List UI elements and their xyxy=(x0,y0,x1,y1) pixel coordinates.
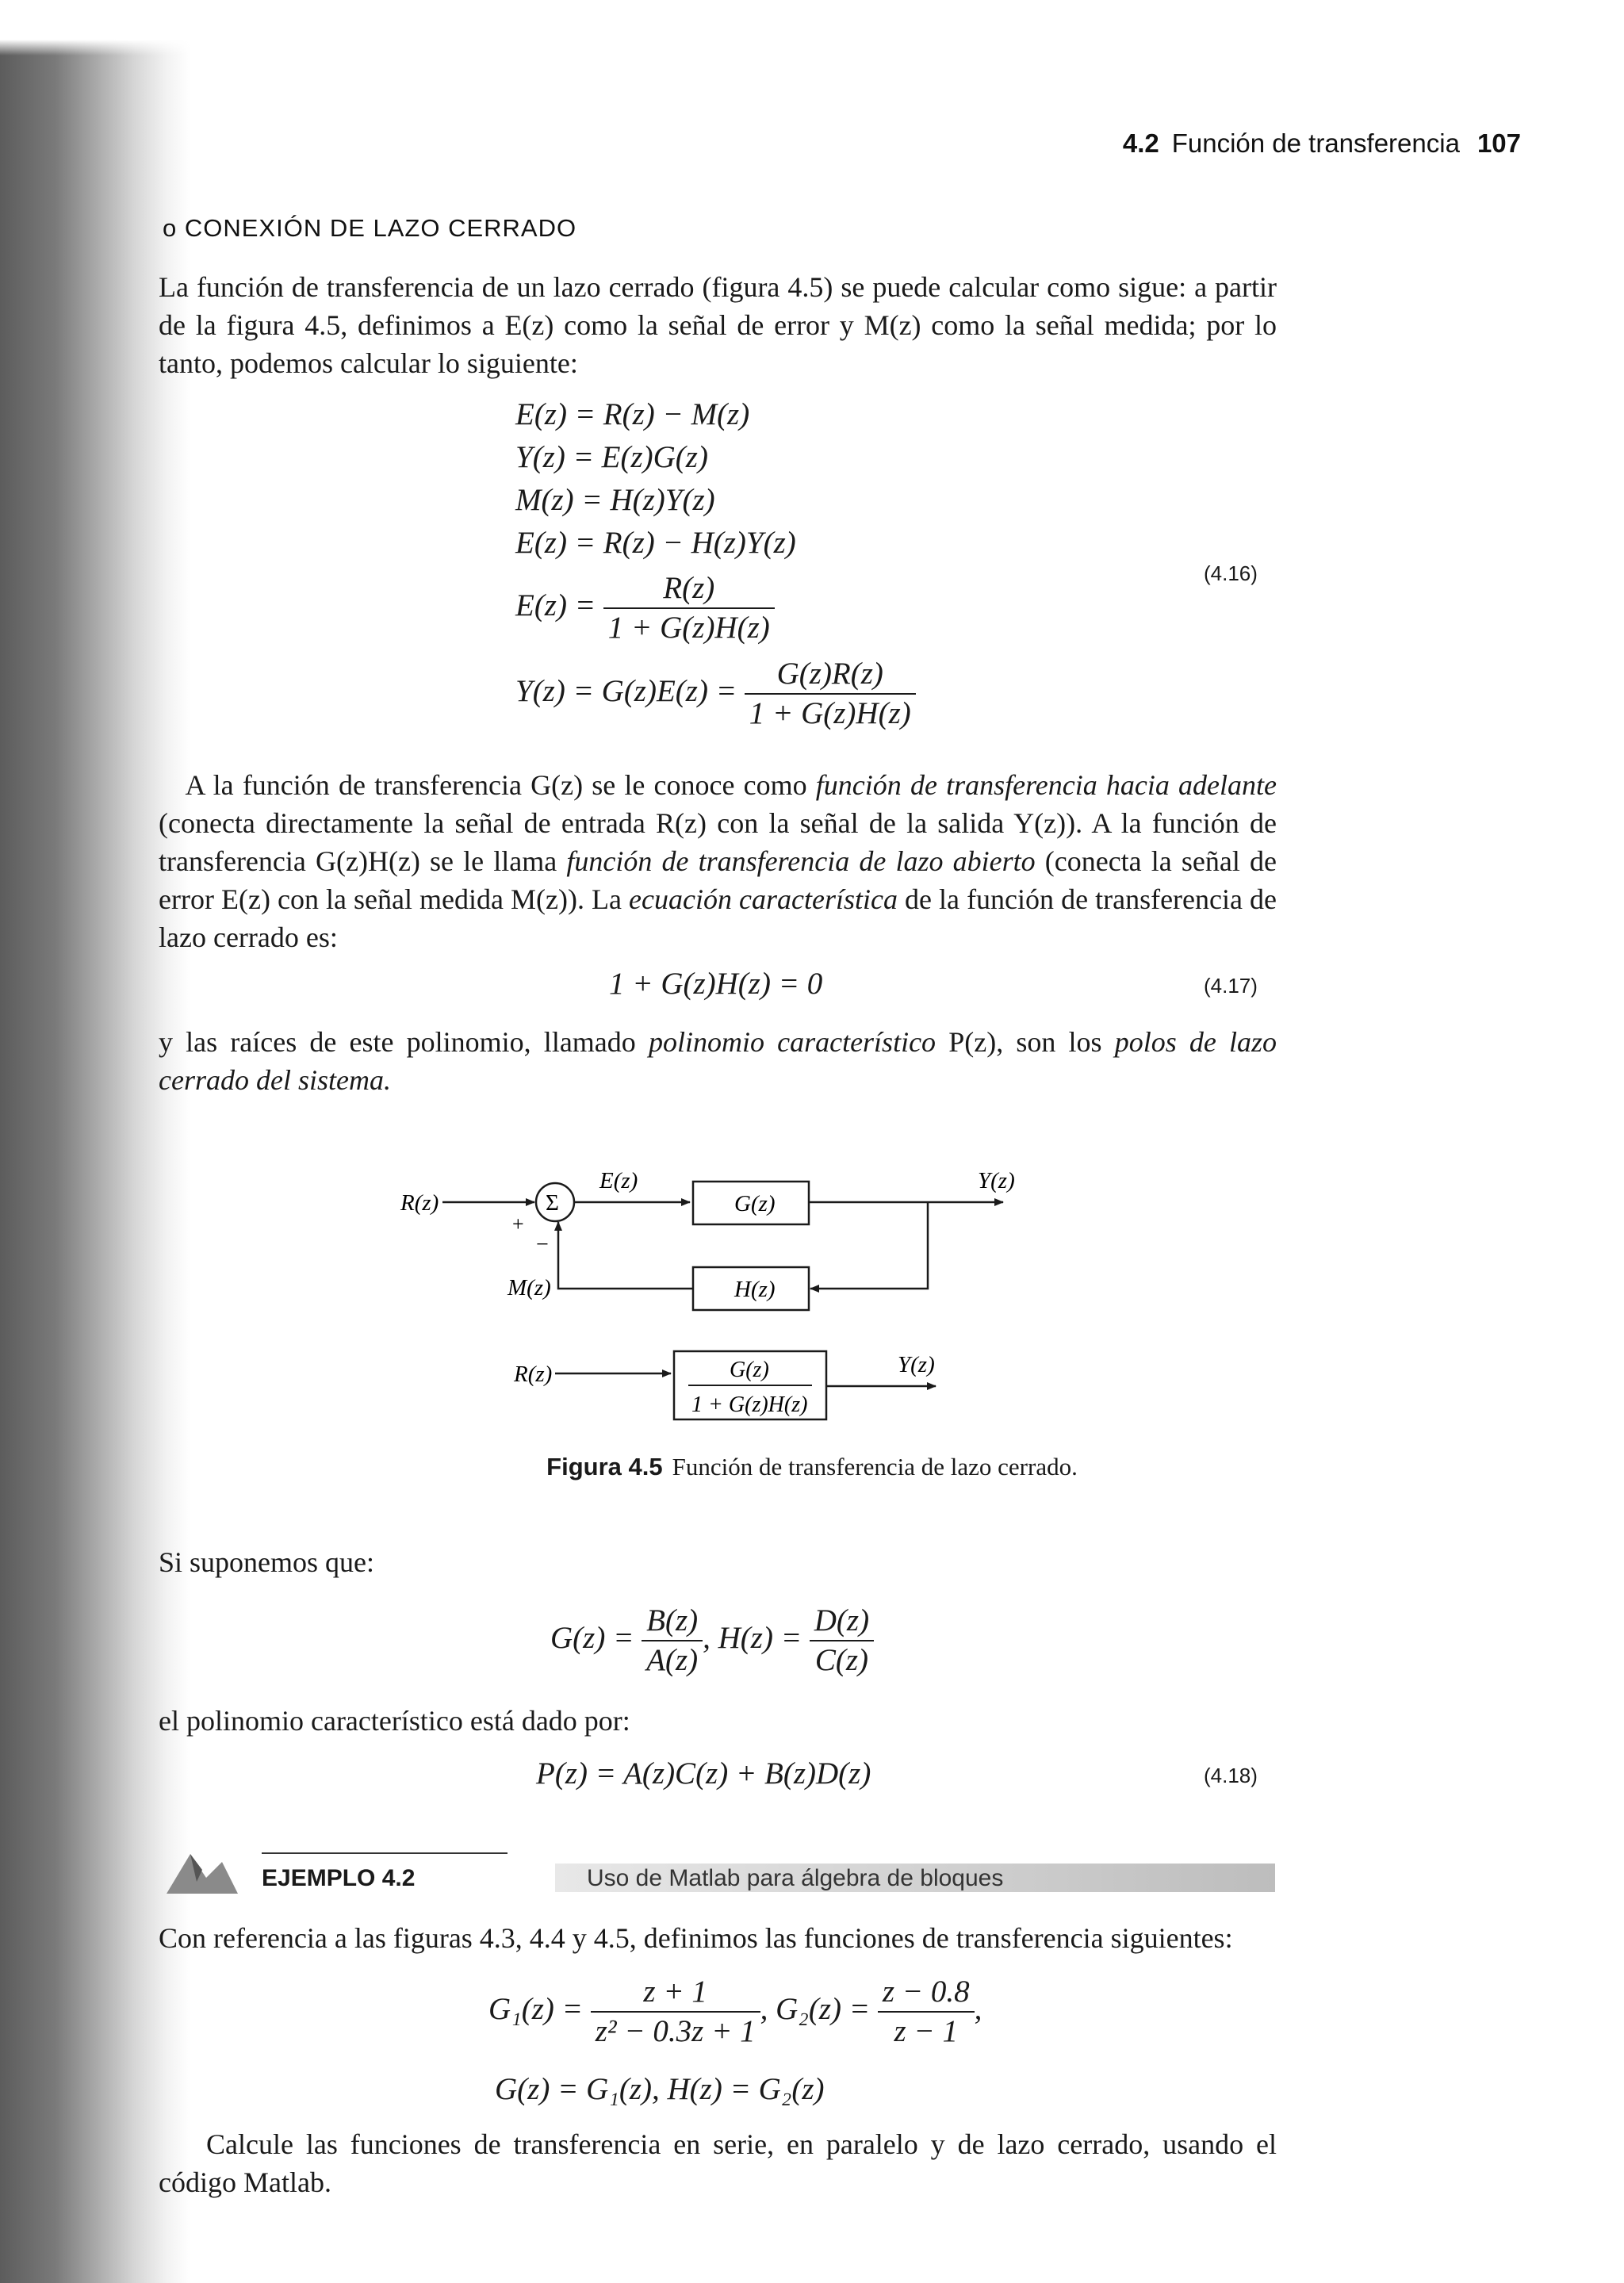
text-run: de la función de transferencia de lazo cerrado es: xyxy=(159,883,1277,953)
header-section-number: 4.2 xyxy=(1122,128,1159,158)
example-title-band xyxy=(555,1864,1275,1892)
fraction-denominator: 1 + G(z)H(z) xyxy=(607,611,770,645)
g-lhs: G(z) = xyxy=(550,1620,634,1655)
eq-g-h-definition xyxy=(550,1602,874,1680)
g2-fraction xyxy=(878,1973,975,2051)
eq-416-line1: E(z) = R(z) − M(z) xyxy=(515,397,750,431)
eq-417-number: (4.17) xyxy=(1204,974,1258,998)
header-title: Función de transferencia xyxy=(1171,128,1460,158)
paragraph-poles xyxy=(159,1023,1277,1099)
fraction-numerator: B(z) xyxy=(642,1602,703,1641)
eq-416-line5-fraction xyxy=(603,569,775,647)
closed-loop-numerator: G(z) xyxy=(730,1358,769,1382)
figure-caption xyxy=(0,1453,1624,1481)
h-fraction xyxy=(810,1602,874,1680)
h-lhs: , H(z) = xyxy=(703,1620,802,1655)
g1-lhs: G₁(z) = xyxy=(488,1991,583,2026)
italic-term: función de transferencia hacia adelante xyxy=(815,769,1277,801)
eq-g-h-assignment: G(z) = G₁(z), H(z) = G₂(z) xyxy=(495,2072,825,2106)
scan-top-margin xyxy=(0,0,222,56)
paragraph-exercise: Calcule las funciones de transferencia en serie, en paralelo y de lazo cerrado, usando el código Matlab. xyxy=(159,2128,1277,2198)
running-header xyxy=(1123,128,1521,159)
example-header xyxy=(159,1862,1275,1897)
fraction-denominator: z − 1 xyxy=(894,2014,958,2048)
fraction-numerator: D(z) xyxy=(810,1602,874,1641)
y-output-label-2: Y(z) xyxy=(898,1352,935,1377)
paragraph-suppose: Si suponemos que: xyxy=(159,1546,375,1578)
y-output-label: Y(z) xyxy=(978,1168,1015,1193)
eq-418: P(z) = A(z)C(z) + B(z)D(z) xyxy=(536,1756,871,1791)
italic-term: ecuación característica xyxy=(629,883,898,915)
e-signal-label: E(z) xyxy=(599,1168,638,1193)
block-diagram xyxy=(0,1142,1624,1443)
fraction-numerator: z − 0.8 xyxy=(878,1973,975,2013)
paragraph-char-poly: el polinomio característico está dado por: xyxy=(159,1705,630,1737)
g-block-label: G(z) xyxy=(734,1191,776,1216)
plus-sign: + xyxy=(512,1212,524,1235)
eq-416-line3: M(z) = H(z)Y(z) xyxy=(515,483,715,517)
text-run: (conecta directamente la señal de entrada R(z) con la señal de la salida Y(z)). A la función de transferencia G(z)H(z) se le llama xyxy=(159,807,1277,877)
g1-fraction xyxy=(591,1973,760,2051)
eq-417: 1 + G(z)H(z) = 0 xyxy=(609,967,823,1001)
sigma-symbol: Σ xyxy=(546,1190,559,1216)
eq-416-line5 xyxy=(515,569,775,647)
example-logo-icon xyxy=(159,1838,246,1902)
eq-416-line4: E(z) = R(z) − H(z)Y(z) xyxy=(515,526,796,560)
italic-term: polinomio característico xyxy=(648,1026,936,1058)
intro-paragraph: La función de transferencia de un lazo cerrado (figura 4.5) se puede calcular como sigue: a partir de la figura 4.5, definimos a E(z) como la señal de error y M(z) como la señal medida; por lo tanto, podemos calcular lo siguiente: xyxy=(159,271,1277,379)
fraction-denominator: A(z) xyxy=(646,1643,699,1677)
figure-label: Figura 4.5 xyxy=(546,1453,663,1481)
h-block-label: H(z) xyxy=(734,1277,776,1302)
text-run: P(z), son los xyxy=(936,1026,1115,1058)
eq-g1-g2-definition xyxy=(488,1973,982,2051)
page-number: 107 xyxy=(1477,128,1521,158)
r-input-label-2: R(z) xyxy=(514,1362,553,1387)
fraction-denominator: 1 + G(z)H(z) xyxy=(749,696,911,730)
text-run: A la función de transferencia G(z) se le conoce como xyxy=(185,769,816,801)
g-fraction xyxy=(642,1602,703,1680)
fraction-denominator: z² − 0.3z + 1 xyxy=(595,2014,756,2048)
eq-416-line6 xyxy=(515,655,916,733)
italic-term: polos de lazo cerrado del sistema. xyxy=(159,1026,1277,1096)
closed-loop-denominator: 1 + G(z)H(z) xyxy=(691,1392,808,1417)
example-rule xyxy=(262,1852,508,1854)
feedback-line-to-h xyxy=(810,1202,928,1289)
text-run: (conecta la señal de error E(z) con la señal medida M(z)). La xyxy=(159,845,1277,915)
text-run: y las raíces de este polinomio, llamado xyxy=(159,1026,649,1058)
section-title: o CONEXIÓN DE LAZO CERRADO xyxy=(163,214,577,242)
fraction-numerator: z + 1 xyxy=(591,1973,760,2013)
m-signal-label: M(z) xyxy=(508,1275,551,1300)
paragraph-forward-function xyxy=(159,766,1277,956)
feedback-line-to-sum xyxy=(558,1222,693,1289)
paragraph-example-intro: Con referencia a las figuras 4.3, 4.4 y 4.5, definimos las funciones de transferencia siguientes: xyxy=(159,1922,1233,1954)
italic-term: función de transferencia de lazo abierto xyxy=(566,845,1036,877)
fraction-numerator: R(z) xyxy=(603,569,775,609)
example-label: EJEMPLO 4.2 xyxy=(262,1865,416,1891)
minus-sign: − xyxy=(536,1232,549,1257)
eq-418-number: (4.18) xyxy=(1204,1764,1258,1787)
eq-416-line6-fraction xyxy=(745,655,916,733)
fraction-numerator: G(z)R(z) xyxy=(745,655,916,695)
eq-416-number: (4.16) xyxy=(1204,561,1258,585)
eq-416-line2: Y(z) = E(z)G(z) xyxy=(515,440,708,474)
g2-lhs: , G₂(z) = xyxy=(760,1991,871,2026)
fraction-denominator: C(z) xyxy=(814,1643,869,1677)
eq-trailing-comma: , xyxy=(974,1991,982,2026)
r-input-label: R(z) xyxy=(400,1190,439,1216)
eq-416-line5-lhs: E(z) = xyxy=(515,588,596,622)
figure-caption-text: Función de transferencia de lazo cerrado. xyxy=(672,1453,1078,1481)
eq-416-line6-lhs: Y(z) = G(z)E(z) = xyxy=(515,673,737,708)
example-title: Uso de Matlab para álgebra de bloques xyxy=(587,1865,1004,1891)
